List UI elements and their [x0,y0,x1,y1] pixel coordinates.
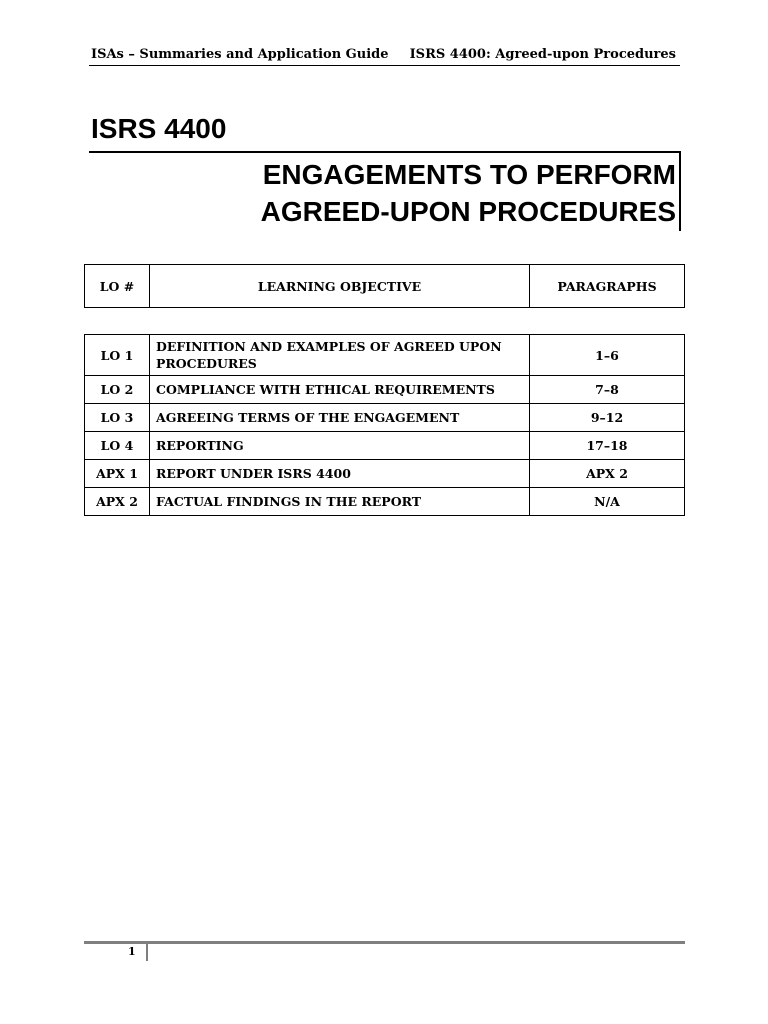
running-header [89,46,680,66]
row-lo: LO 4 [85,432,150,460]
row-paragraphs: N/A [530,488,685,516]
row-lo: APX 1 [85,460,150,488]
title-rule [89,151,681,153]
subtitle-line-2: AGREED-UPON PROCEDURES [260,196,676,227]
row-paragraphs: 17–18 [530,432,685,460]
objectives-header-table [84,264,685,308]
page-number: 1 [128,945,136,958]
header-objective: LEARNING OBJECTIVE [150,265,530,308]
header-paragraphs: PARAGRAPHS [530,265,685,308]
row-objective: FACTUAL FINDINGS IN THE REPORT [150,488,530,516]
table-row [85,432,685,460]
row-objective: REPORT UNDER ISRS 4400 [150,460,530,488]
row-paragraphs: 7–8 [530,376,685,404]
table-row [85,376,685,404]
title-vertical-rule [679,151,681,231]
row-lo: LO 1 [85,335,150,376]
header-row [85,265,685,308]
table-row [85,335,685,376]
running-header-right: ISRS 4400: Agreed-upon Procedures [409,47,676,62]
running-header-left: ISAs – Summaries and Application Guide [91,47,389,62]
row-objective: COMPLIANCE WITH ETHICAL REQUIREMENTS [150,376,530,404]
header-lo: LO # [85,265,150,308]
row-lo: LO 2 [85,376,150,404]
row-paragraphs: 1–6 [530,335,685,376]
document-subtitle [261,156,676,230]
row-objective: AGREEING TERMS OF THE ENGAGEMENT [150,404,530,432]
table-row [85,404,685,432]
row-objective: DEFINITION AND EXAMPLES OF AGREED UPON PROCEDURES [150,335,530,376]
subtitle-line-1: ENGAGEMENTS TO PERFORM [262,159,676,190]
footer-vertical-rule [146,944,148,961]
row-paragraphs: APX 2 [530,460,685,488]
table-row [85,488,685,516]
document-title: ISRS 4400 [91,113,227,144]
row-objective: REPORTING [150,432,530,460]
row-paragraphs: 9–12 [530,404,685,432]
row-lo: APX 2 [85,488,150,516]
learning-objectives-table [84,334,685,516]
row-lo: LO 3 [85,404,150,432]
footer-rule [84,941,685,944]
table-row [85,460,685,488]
